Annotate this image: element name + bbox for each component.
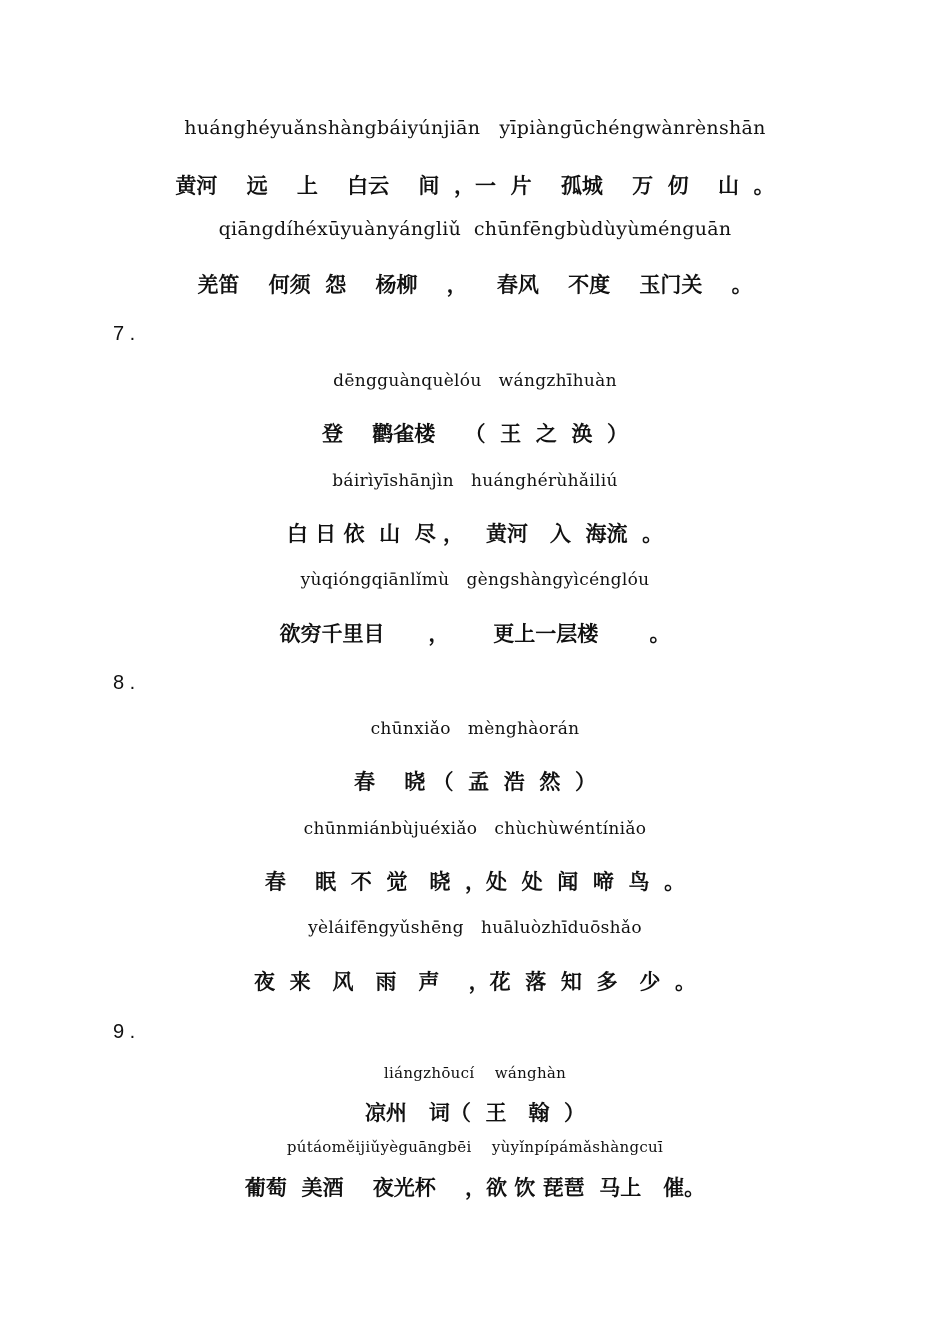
poem8-line1: 春 眠 不 觉 晓 ，处 处 闻 啼 鸟 。 <box>264 870 686 894</box>
poem8-line2: 夜 来 风 雨 声 ，花 落 知 多 少 。 <box>253 970 697 994</box>
poem7-pinyin-line1: báirìyīshānjìn huánghérùhǎiliú <box>332 471 618 491</box>
poem7-line2: 欲穷千里目 ， 更上一层楼 。 <box>279 622 671 646</box>
poem8-title: 春 晓 （ 孟 浩 然 ） <box>353 770 597 794</box>
poem6-line4: 羌笛 何须 怨 杨柳 ， 春风 不度 玉门关 。 <box>197 273 753 297</box>
poem7-title: 登 鹳雀楼 （ 王 之 涣 ） <box>322 422 628 446</box>
poem7-line1: 白 日 依 山 尽 ， 黄河 入 海流 。 <box>286 522 664 546</box>
poem9-line1: 葡萄 美酒 夜光杯 ，欲 饮 琵琶 马上 催。 <box>244 1176 706 1200</box>
poem6-pinyin-line4: qiāngdíhéxūyuànyángliǔ chūnfēngbùdùyùménguān <box>218 218 732 240</box>
poem9-number: 9 . <box>113 1021 136 1043</box>
poem9-title: 凉州 词（ 王 翰 ） <box>364 1101 586 1125</box>
poem8-number: 8 . <box>113 672 136 694</box>
poem6-line3: 黄河 远 上 白云 间 ，一 片 孤城 万 仞 山 。 <box>175 174 775 198</box>
poem9-title-pinyin: liángzhōucí wánghàn <box>383 1064 567 1082</box>
poem8-pinyin-line2: yèláifēngyǔshēng huāluòzhīduōshǎo <box>308 918 642 938</box>
poem7-title-pinyin: dēngguànquèlóu wángzhīhuàn <box>333 371 617 391</box>
poem7-pinyin-line2: yùqióngqiānlǐmù gèngshàngyìcénglóu <box>300 570 650 590</box>
poem8-title-pinyin: chūnxiǎo mènghàorán <box>370 719 580 739</box>
poem7-number: 7 . <box>113 323 136 345</box>
poem6-pinyin-line3: huánghéyuǎnshàngbáiyúnjiān yīpiàngūchéngwànrènshān <box>184 117 766 139</box>
poem9-pinyin-line1: pútáoměijiǔyèguāngbēi yùyǐnpípámǎshàngcuī <box>286 1138 664 1156</box>
poem8-pinyin-line1: chūnmiánbùjuéxiǎo chùchùwéntíniǎo <box>303 819 647 839</box>
